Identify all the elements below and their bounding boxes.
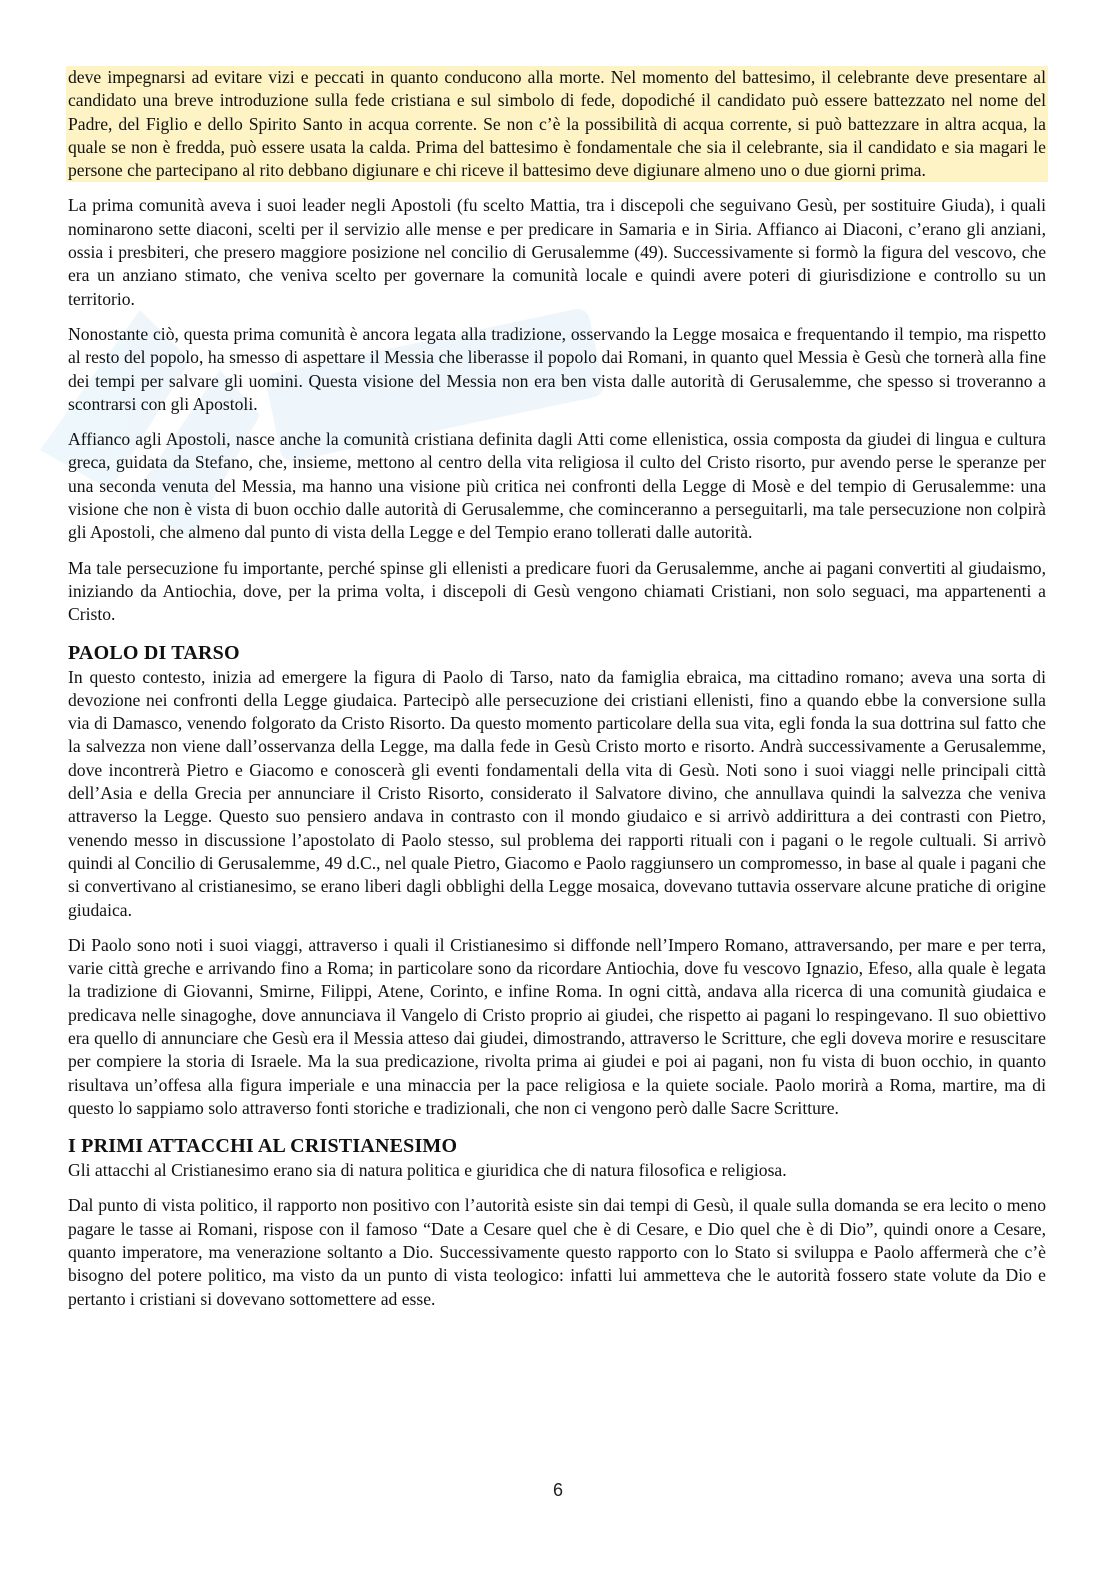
paragraph: Di Paolo sono noti i suoi viaggi, attraverso i quali il Cristianesimo si diffonde nell’Impero Romano, attraversando, per mare e per terra, varie città greche e arrivando fino a Roma; in particolare sono da ricordare Antiochia, dove fu vescovo Ignazio, Efeso, alla quale è legata la tradizione di Giovanni, Smirne, Filippi, Atene, Corinto, e infine Roma. In ogni città, andava alla ricerca di una comunità giudaica e predicava nelle sinagoghe, dove annunciava il Vangelo di Cristo proprio ai giudei, che rispetto ai pagani lo respingevano. Il suo obiettivo era quello di annunciare che Gesù era il Messia atteso dai giudei, dimostrando, attraverso le Scritture, che egli doveva morire e resuscitare per compiere la storia di Israele. Ma la sua predicazione, rivolta prima ai giudei e poi ai pagani, non fu vista di buon occhio, in quanto risultava un’offesa alla figura imperiale e una minaccia per la pace religiosa e la quiete sociale. Paolo morirà a Roma, martire, ma di questo lo sappiamo solo attraverso fonti storiche e tradizionali, che non ci vengono però dalle Sacre Scritture. <box>68 934 1046 1118</box>
paragraph: Affianco agli Apostoli, nasce anche la comunità cristiana definita dagli Atti come ellenistica, ossia composta da giudei di lingua e cultura greca, guidata da Stefano, che, insieme, mettono al centro della vita religiosa il culto del Cristo risorto, pur avendo perse le speranze per una seconda venuta del Messia, ma hanno una visione più critica nei confronti della Legge di Mosè e del tempio di Gerusalemme: una visione che non è vista di buon occhio dalle autorità di Gerusalemme, che cominceranno a perseguitarli, ma tale persecuzione non colpirà gli Apostoli, che almeno dal punto di vista della Legge e del Tempio erano tollerati dalle autorità. <box>68 429 1046 543</box>
section-heading-attacchi: I PRIMI ATTACCHI AL CRISTIANESIMO <box>68 1135 458 1158</box>
paragraph: Gli attacchi al Cristianesimo erano sia di natura politica e giuridica che di natura filosofica e religiosa. <box>68 1160 787 1181</box>
paragraph: In questo contesto, inizia ad emergere la figura di Paolo di Tarso, nato da famiglia ebraica, ma cittadino romano; aveva una sorta di devozione nei confronti della Legge giudaica. Partecipò alle persecuzione dei cristiani ellenisti, fino a quando ebbe la conversione sulla via di Damasco, venendo folgorato da Cristo Risorto. Da questo momento particolare della sua vita, egli fonda la sua dottrina sul fatto che la salvezza non viene dall’osservanza della Legge, ma dalla fede in Gesù Cristo morto e risorto. Andrà successivamente a Gerusalemme, dove incontrerà Pietro e Giacomo e conoscerà gli eventi fondamentali della vita di Gesù. Noti sono i suoi viaggi nelle principali città dell’Asia e della Grecia per annunciare il Cristo Risorto, considerato il Salvatore divino, che annullava quindi la salvezza che veniva attraverso la Legge. Questo suo pensiero andava in contrasto con il mondo giudaico e si arrivò addirittura a dei contrasti con Pietro, venendo messo in discussione l’apostolato di Paolo stesso, sul problema dei rapporti rituali con i pagani o le regole cultuali. Si arrivò quindi al Concilio di Gerusalemme, 49 d.C., nel quale Pietro, Giacomo e Paolo raggiunsero un compromesso, in base al quale i pagani che si convertivano al cristianesimo, se erano liberi dagli obblighi della Legge mosaica, dovevano tuttavia osservare alcune pratiche di origine giudaica. <box>68 666 1046 920</box>
document-page <box>68 66 1046 1323</box>
section-heading-paolo: PAOLO DI TARSO <box>68 641 240 664</box>
paragraph: La prima comunità aveva i suoi leader negli Apostoli (fu scelto Mattia, tra i discepoli che seguivano Gesù, per sostituire Giuda), i quali nominarono sette diaconi, scelti per il servizio alle mense e per predicare in Samaria e in Siria. Affianco ai Diaconi, c’erano gli anziani, ossia i presbiteri, che presero maggiore posizione nel concilio di Gerusalemme (49). Successivamente si formò la figura del vescovo, che era un anziano stimato, che veniva scelto per governare la comunità locale e quindi avere poteri di giurisdizione e controllo su un territorio. <box>68 195 1046 309</box>
paragraph: Ma tale persecuzione fu importante, perché spinse gli ellenisti a predicare fuori da Gerusalemme, anche ai pagani convertiti al giudaismo, iniziando da Antiochia, dove, per la prima volta, i discepoli di Gesù vengono chiamati Cristiani, non solo seguaci, ma appartenenti a Cristo. <box>68 557 1046 625</box>
paragraph-intro-highlighted: deve impegnarsi ad evitare vizi e peccati in quanto conducono alla morte. Nel momento del battesimo, il celebrante deve presentare al candidato una breve introduzione sulla fede cristiana e sul simbolo di fede, dopodiché il candidato può essere battezzato nel nome del Padre, del Figlio e dello Spirito Santo in acqua corrente. Se non c’è la possibilità di acqua corrente, si può battezzare in altra acqua, la quale se non è fredda, può essere usata la calda. Prima del battesimo è fondamentale che sia il celebrante, sia il candidato e sia magari le persone che partecipano al rito debbano digiunare e chi riceve il battesimo deve digiunare almeno uno o due giorni prima. <box>66 66 1048 182</box>
paragraph: Dal punto di vista politico, il rapporto non positivo con l’autorità esiste sin dai tempi di Gesù, il quale sulla domanda se era lecito o meno pagare le tasse ai Romani, rispose con il famoso “Date a Cesare quel che è di Cesare, e Dio quel che è di Dio”, quindi onore a Cesare, quanto imperatore, ma venerazione soltanto a Dio. Successivamente questo rapporto con lo Stato si sviluppa e Paolo affermerà che c’è bisogno del potere politico, ma visto da un punto di vista teologico: infatti lui ammetteva che le autorità fossero state volute da Dio e pertanto i cristiani si dovevano sottomettere ad esse. <box>68 1195 1046 1309</box>
paragraph: Nonostante ciò, questa prima comunità è ancora legata alla tradizione, osservando la Legge mosaica e frequentando il tempio, ma rispetto al resto del popolo, ha smesso di aspettare il Messia che liberasse il popolo dai Romani, in quanto quel Messia è Gesù che tornerà alla fine dei tempi per salvare gli uomini. Questa visione del Messia non era ben vista dalle autorità di Gerusalemme, che spesso si troveranno a scontrarsi con gli Apostoli. <box>68 323 1046 414</box>
page-number: 6 <box>552 1480 563 1500</box>
